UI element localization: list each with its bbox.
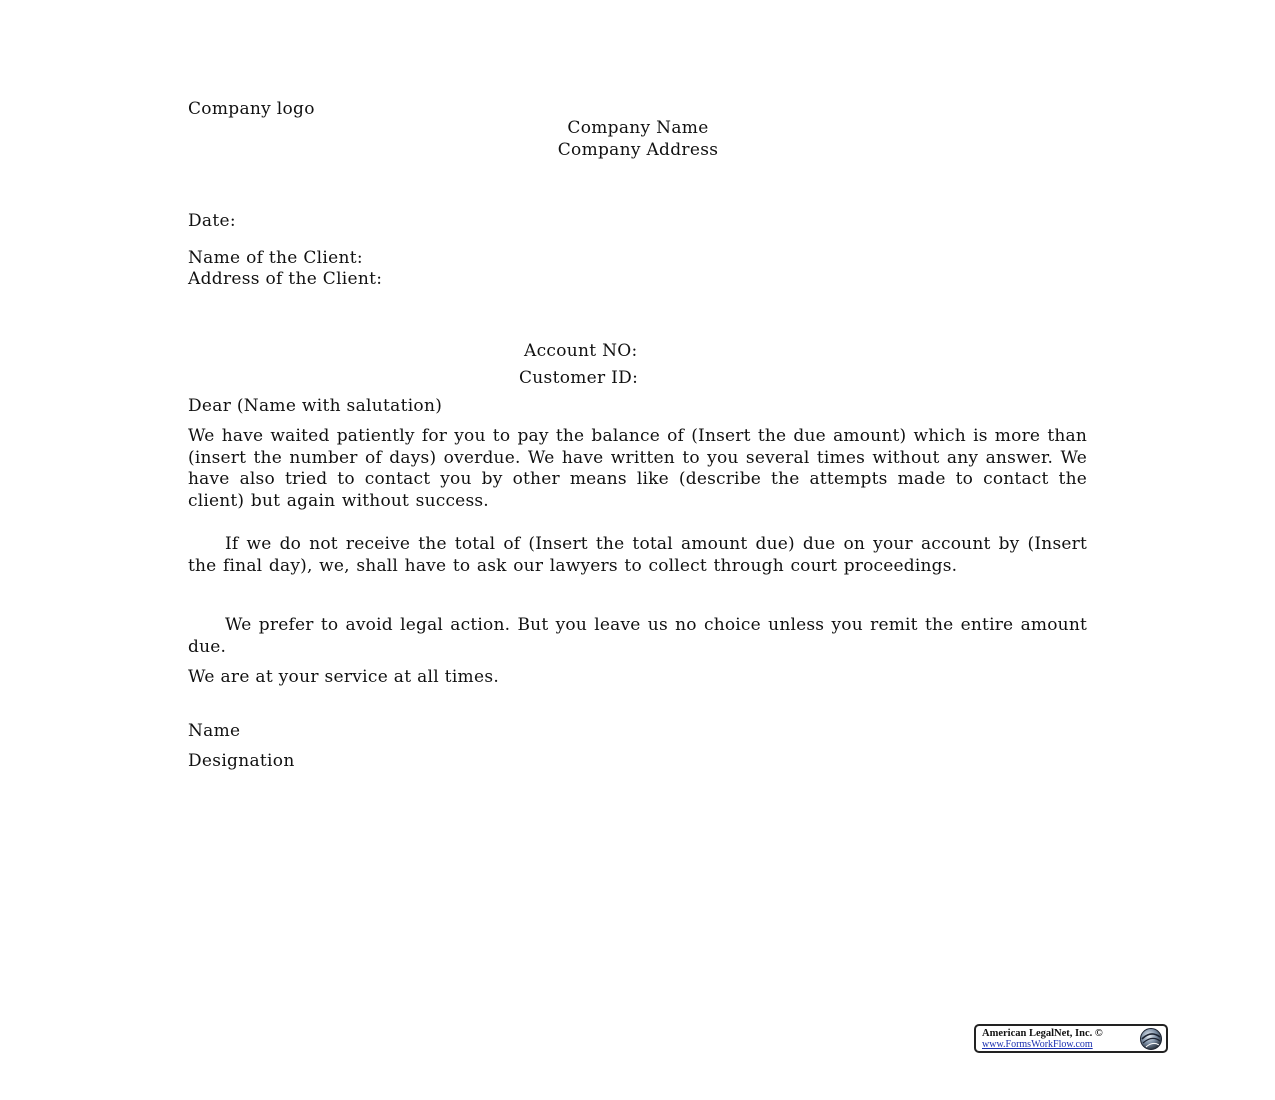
globe-swirl-icon [1139, 1027, 1163, 1051]
company-address: Company Address [557, 140, 719, 160]
salutation: Dear (Name with salutation) [188, 396, 443, 416]
publisher-badge [974, 1024, 1168, 1053]
account-no-label: Account NO: [524, 341, 638, 361]
body-paragraph-1: We have waited patiently for you to pay the balance of (Insert the due amount) which is more than (insert the number of days) overdue. We have written to you several times without any answer. We have also tried to contact you by other means like (describe the attempts made to contact the client) but again without success. [188, 426, 1087, 511]
client-address-label: Address of the Client: [188, 269, 383, 289]
body-paragraph-2: If we do not receive the total of (Insert the total amount due) due on your account by (Insert the final day), we, shall have to ask our lawyers to collect through court proceedings. [188, 534, 1087, 576]
signature-name: Name [188, 721, 241, 741]
publisher-url-link[interactable]: www.FormsWorkFlow.com [982, 1039, 1093, 1050]
customer-id-label: Customer ID: [519, 368, 639, 388]
publisher-name: American LegalNet, Inc. © [982, 1028, 1103, 1039]
body-paragraph-3: We prefer to avoid legal action. But you leave us no choice unless you remit the entire amount due. [188, 615, 1087, 657]
client-name-label: Name of the Client: [188, 248, 363, 268]
signature-designation: Designation [188, 751, 295, 771]
company-logo-placeholder: Company logo [188, 99, 315, 119]
company-name: Company Name [567, 118, 709, 138]
date-label: Date: [188, 211, 236, 231]
closing-line: We are at your service at all times. [188, 667, 500, 687]
